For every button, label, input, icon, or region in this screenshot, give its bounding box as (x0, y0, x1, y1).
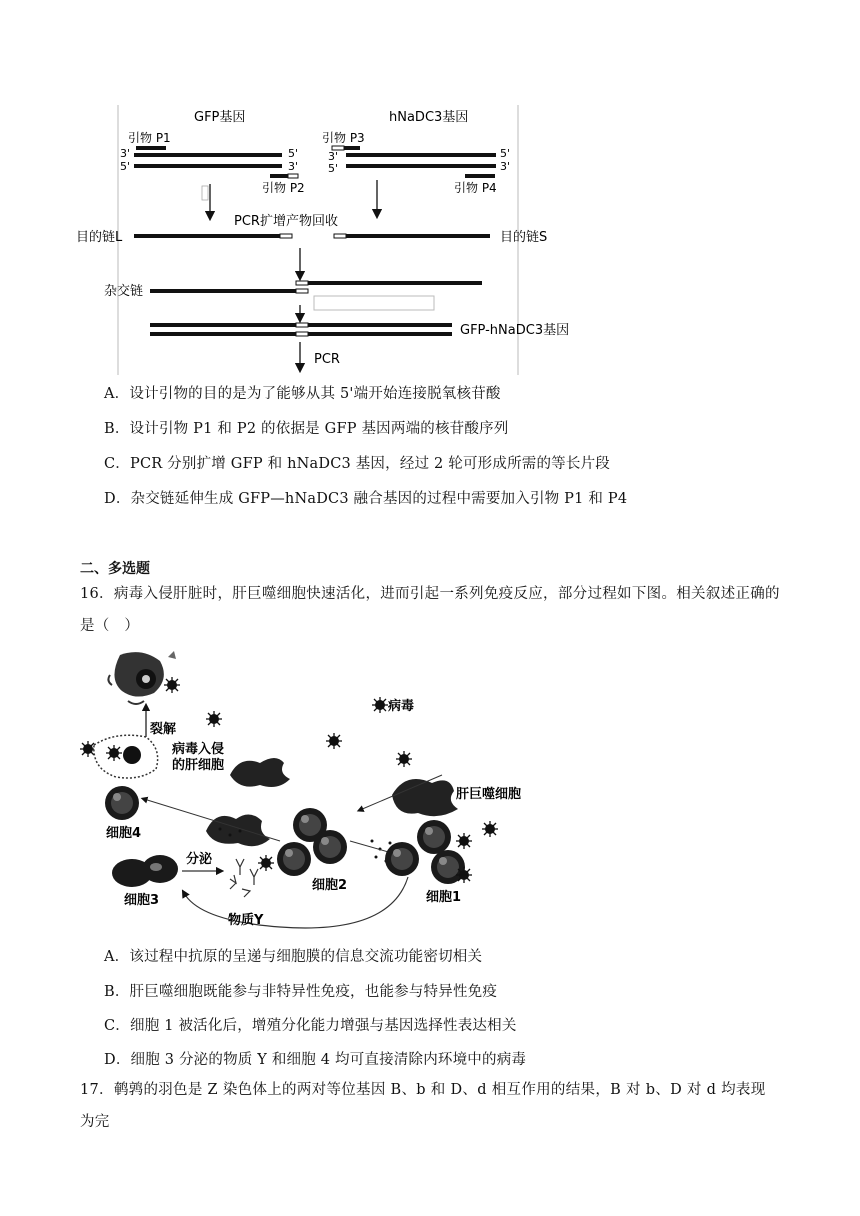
gfp-gene-label: GFP基因 (194, 110, 246, 125)
end-3-label: 3' (500, 160, 511, 173)
cell2-label: 细胞2 (312, 878, 348, 893)
cell4-icon (105, 786, 139, 820)
macrophage-icon (206, 814, 270, 846)
virus-icon (326, 733, 342, 749)
end-3-label: 3' (328, 150, 339, 163)
virus-icon (372, 697, 388, 713)
target-s-label: 目的链S (500, 230, 548, 245)
hnadc3-strand-bottom (346, 164, 496, 168)
primer-p1-label: 引物 P1 (128, 131, 171, 145)
virus-icon (456, 833, 472, 849)
virus-icon (456, 867, 472, 883)
cell2-icon (313, 830, 347, 864)
pcr-label: PCR (314, 352, 340, 367)
pcr-recover-label: PCR扩增产物回收 (234, 214, 338, 229)
target-strand-s (334, 234, 490, 238)
target-l-label: 目的链L (76, 230, 123, 245)
primer-p4-label: 引物 P4 (454, 181, 497, 195)
infected-cell-label-1: 病毒入侵 (172, 742, 225, 757)
q16-option-b: B．肝巨噬细胞既能参与非特异性免疫，也能参与特异性免疫 (104, 984, 498, 1000)
cell1-label: 细胞1 (426, 890, 462, 905)
q17-stem: 17．鹌鹑的羽色是 Z 染色体上的两对等位基因 B、b 和 D、d 相互作用的结果，B 对 b、D 对 d 均表现为完 (80, 1082, 766, 1130)
antibody-icons (230, 859, 258, 897)
hybrid-strand-bottom (150, 289, 308, 293)
hnadc3-strand-top (346, 153, 496, 157)
end-3-label: 3' (120, 147, 131, 160)
hybrid-label: 杂交链 (104, 284, 144, 299)
virus-icon (206, 711, 222, 727)
hybrid-strand-top (296, 281, 482, 285)
secrete-label: 分泌 (186, 852, 213, 867)
q15-option-c: C．PCR 分别扩增 GFP 和 hNaDC3 基因，经过 2 轮可形成所需的等长片段 (104, 456, 610, 472)
end-5-label: 5' (120, 160, 131, 173)
lysed-cell-icon (108, 651, 176, 704)
q16-option-c: C．细胞 1 被活化后，增殖分化能力增强与基因选择性表达相关 (104, 1018, 517, 1034)
end-3-label: 3' (288, 160, 299, 173)
gfp-strand-top (134, 153, 282, 157)
virus-label: 病毒 (388, 699, 415, 714)
q15-option-a: A．设计引物的目的是为了能够从其 5'端开始连接脱氧核苷酸 (104, 386, 501, 402)
primer-p3-label: 引物 P3 (322, 131, 365, 145)
cell1-icon (417, 820, 451, 854)
primer-p1 (136, 146, 166, 150)
q16-stem: 16．病毒入侵肝脏时，肝巨噬细胞快速活化，进而引起一系列免疫反应，部分过程如下图。相关叙述正确的是（ ） (80, 586, 780, 634)
q15-option-d: D．杂交链延伸生成 GFP—hNaDC3 融合基因的过程中需要加入引物 P1 和 P4 (104, 491, 628, 507)
q15-option-b: B．设计引物 P1 和 P2 的依据是 GFP 基因两端的核苷酸序列 (104, 421, 509, 437)
gfp-strand-bottom (134, 164, 282, 168)
immune-response-diagram (80, 645, 540, 930)
macrophage-icon (392, 779, 458, 816)
fusion-label: GFP-hNaDC3基因 (460, 323, 570, 338)
q16-option-d: D．细胞 3 分泌的物质 Y 和细胞 4 均可直接清除内环境中的病毒 (104, 1052, 527, 1068)
primer-p2-label: 引物 P2 (262, 181, 305, 195)
macrophage-label: 肝巨噬细胞 (456, 787, 522, 802)
cell1-icon (385, 842, 419, 876)
q16-option-a: A．该过程中抗原的呈递与细胞膜的信息交流功能密切相关 (104, 949, 483, 965)
virus-icon (164, 677, 180, 693)
primer-p4 (465, 174, 495, 178)
cell4-label: 细胞4 (106, 826, 142, 841)
cell2-icon (277, 842, 311, 876)
hnadc3-gene-label: hNaDC3基因 (389, 110, 469, 125)
end-5-label: 5' (288, 147, 299, 160)
substance-y-label: 物质Y (228, 913, 264, 928)
lysis-label: 裂解 (150, 722, 177, 737)
virus-icon (482, 821, 498, 837)
infected-cell-label-2: 的肝细胞 (172, 758, 225, 773)
end-5-label: 5' (500, 147, 511, 160)
pcr-fusion-diagram (70, 100, 570, 378)
target-strand-l (134, 234, 292, 238)
cell3-icon (112, 855, 178, 887)
end-5-label: 5' (328, 162, 339, 175)
infected-liver-cell-icon (94, 735, 158, 778)
cell3-label: 细胞3 (124, 893, 160, 908)
virus-icon (258, 855, 274, 871)
macrophage-icon (230, 758, 290, 787)
section-title: 二、多选题 (80, 561, 150, 577)
virus-icon (396, 751, 412, 767)
